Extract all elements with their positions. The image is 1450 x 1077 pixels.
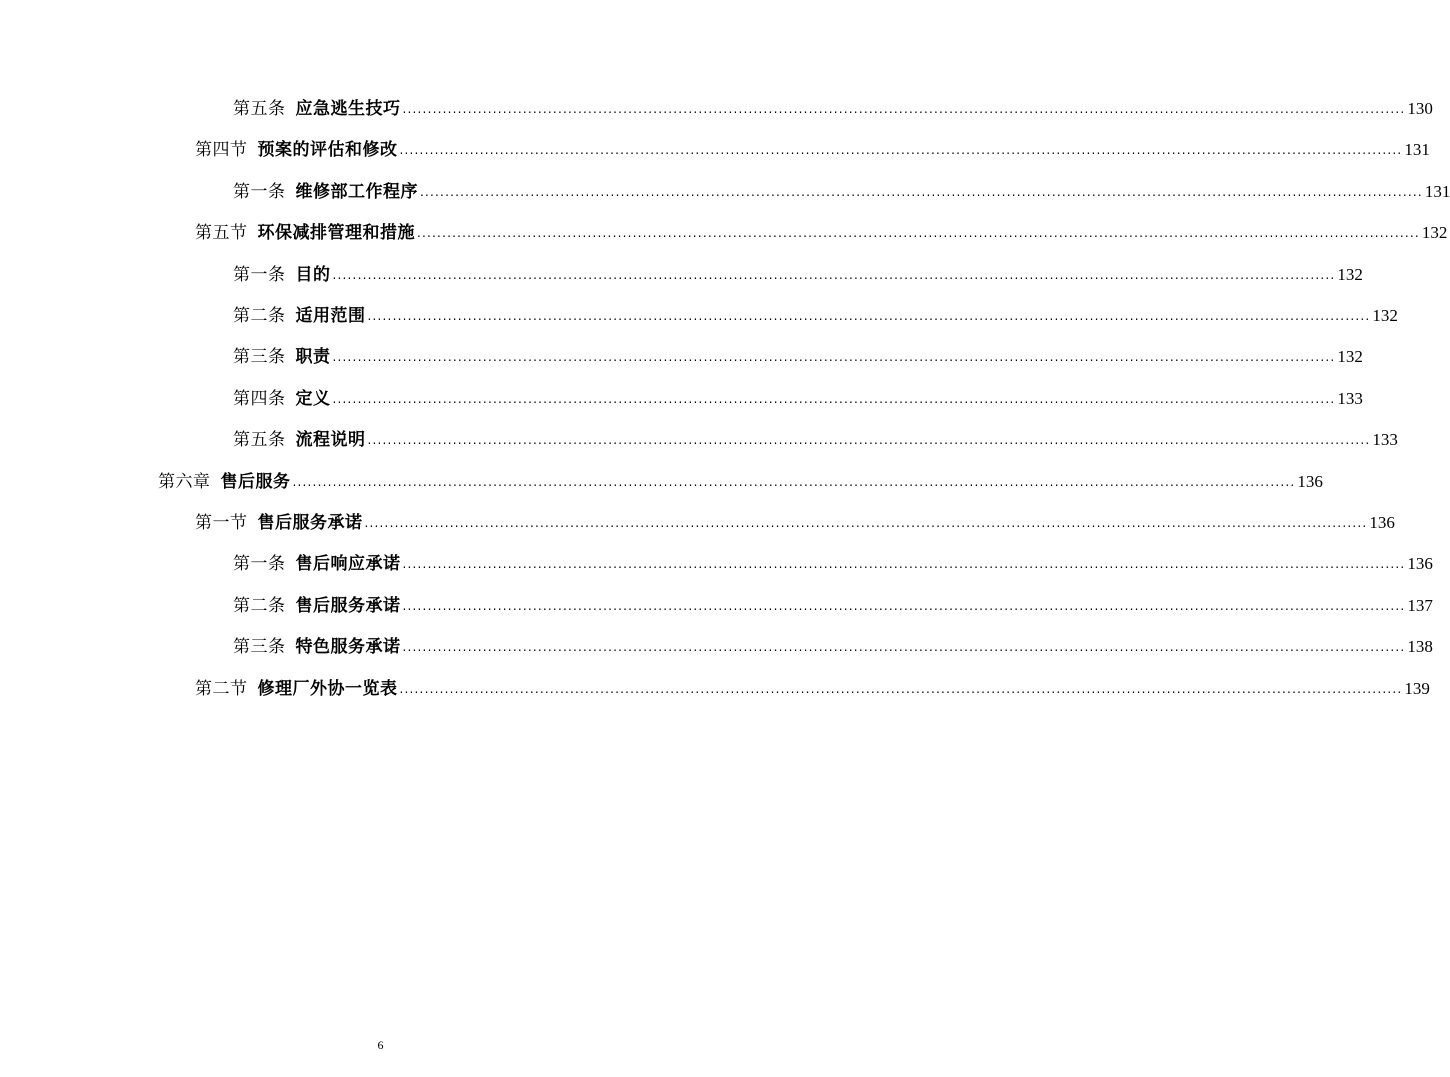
toc-entry-page: 132 xyxy=(1372,306,1398,325)
toc-entry-number: 第四节 xyxy=(195,140,248,160)
toc-entry-page: 132 xyxy=(1337,347,1363,366)
toc-entry-title: 售后服务承诺 xyxy=(295,596,401,616)
toc-entry-title: 售后响应承诺 xyxy=(295,554,401,574)
toc-entry-page: 132 xyxy=(1421,223,1448,242)
toc-entry-number: 第三条 xyxy=(233,637,286,657)
toc-entry-page: 139 xyxy=(1404,679,1430,698)
toc-entry-number: 第六章 xyxy=(158,472,211,492)
toc-entry-title: 环保减排管理和措施 xyxy=(257,223,415,243)
toc-dot-leader: ........................................................................................................................................................................................................ xyxy=(402,557,1406,571)
toc-dot-leader: ........................................................................................................................................................................................................ xyxy=(364,516,1368,530)
toc-entry-number: 第一条 xyxy=(233,265,286,285)
toc-dot-leader: ........................................................................................................................................................................................................ xyxy=(402,640,1406,654)
toc-entry-number: 第一条 xyxy=(233,182,286,202)
toc-entry-title: 售后服务承诺 xyxy=(257,513,363,533)
toc-entry-page: 131 xyxy=(1404,140,1430,159)
toc-entry-number: 第四条 xyxy=(233,389,286,409)
toc-dot-leader: ........................................................................................................................................................................................................ xyxy=(402,599,1406,613)
toc-entry-number: 第一节 xyxy=(195,513,248,533)
toc-entry[interactable] xyxy=(158,470,1323,494)
toc-entry[interactable] xyxy=(233,97,1433,121)
toc-entry-page: 137 xyxy=(1407,596,1433,615)
toc-entry[interactable] xyxy=(233,428,1398,452)
toc-entry-number: 第二条 xyxy=(233,596,286,616)
toc-entry-title: 定义 xyxy=(295,389,331,409)
toc-entry-title: 流程说明 xyxy=(295,430,366,450)
toc-entry-page: 133 xyxy=(1372,430,1398,449)
toc-entry-title: 目的 xyxy=(295,265,331,285)
toc-dot-leader: ........................................................................................................................................................................................................ xyxy=(399,143,1403,157)
toc-entry[interactable] xyxy=(233,387,1363,411)
toc-entry[interactable] xyxy=(233,552,1433,576)
toc-entry[interactable] xyxy=(233,180,1450,204)
toc-dot-leader: ........................................................................................................................................................................................................ xyxy=(332,350,1336,364)
toc-dot-leader: ........................................................................................................................................................................................................ xyxy=(332,268,1336,282)
toc-dot-leader: ........................................................................................................................................................................................................ xyxy=(332,392,1336,406)
toc-entry-page: 138 xyxy=(1407,637,1433,656)
toc-entry-number: 第五节 xyxy=(195,223,248,243)
toc-entry[interactable] xyxy=(233,635,1433,659)
toc-entry-title: 特色服务承诺 xyxy=(295,637,401,657)
toc-entry[interactable] xyxy=(195,221,1448,245)
toc-entry-number: 第二节 xyxy=(195,679,248,699)
toc-entry-title: 适用范围 xyxy=(295,306,366,326)
toc-entry[interactable] xyxy=(195,511,1395,535)
page-number: 6 xyxy=(377,1038,384,1052)
toc-dot-leader: ........................................................................................................................................................................................................ xyxy=(399,682,1403,696)
toc-entry-page: 130 xyxy=(1407,99,1433,118)
toc-dot-leader: ........................................................................................................................................................................................................ xyxy=(367,309,1371,323)
toc-entry-title: 售后服务 xyxy=(220,472,291,492)
toc-entry-number: 第一条 xyxy=(233,554,286,574)
toc-entry[interactable] xyxy=(233,594,1433,618)
toc-entry-page: 132 xyxy=(1337,265,1363,284)
toc-entry-page: 133 xyxy=(1337,389,1363,408)
toc-entry-number: 第五条 xyxy=(233,430,286,450)
toc-entry[interactable] xyxy=(195,677,1430,701)
toc-entry[interactable] xyxy=(233,304,1398,328)
toc-entry-title: 预案的评估和修改 xyxy=(257,140,398,160)
toc-entry[interactable] xyxy=(233,345,1363,369)
toc-entry-page: 136 xyxy=(1407,554,1433,573)
toc-dot-leader: ........................................................................................................................................................................................................ xyxy=(367,433,1371,447)
toc-entry-title: 职责 xyxy=(295,347,331,367)
toc-entry-page: 136 xyxy=(1297,472,1323,491)
toc-entry-page: 131 xyxy=(1424,182,1450,201)
toc-entry[interactable] xyxy=(233,263,1363,287)
toc-entry[interactable] xyxy=(195,138,1430,162)
toc-dot-leader: ........................................................................................................................................................................................................ xyxy=(402,102,1406,116)
toc-entry-number: 第三条 xyxy=(233,347,286,367)
toc-dot-leader: ........................................................................................................................................................................................................ xyxy=(292,475,1296,489)
toc-entry-page: 136 xyxy=(1369,513,1395,532)
toc-entry-number: 第五条 xyxy=(233,99,286,119)
toc-dot-leader: ........................................................................................................................................................................................................ xyxy=(420,185,1423,199)
toc-entry-number: 第二条 xyxy=(233,306,286,326)
toc-entry-title: 修理厂外协一览表 xyxy=(257,679,398,699)
toc-entry-title: 维修部工作程序 xyxy=(295,182,418,202)
toc-dot-leader: ........................................................................................................................................................................................................ xyxy=(417,226,1420,240)
toc-entry-title: 应急逃生技巧 xyxy=(295,99,401,119)
